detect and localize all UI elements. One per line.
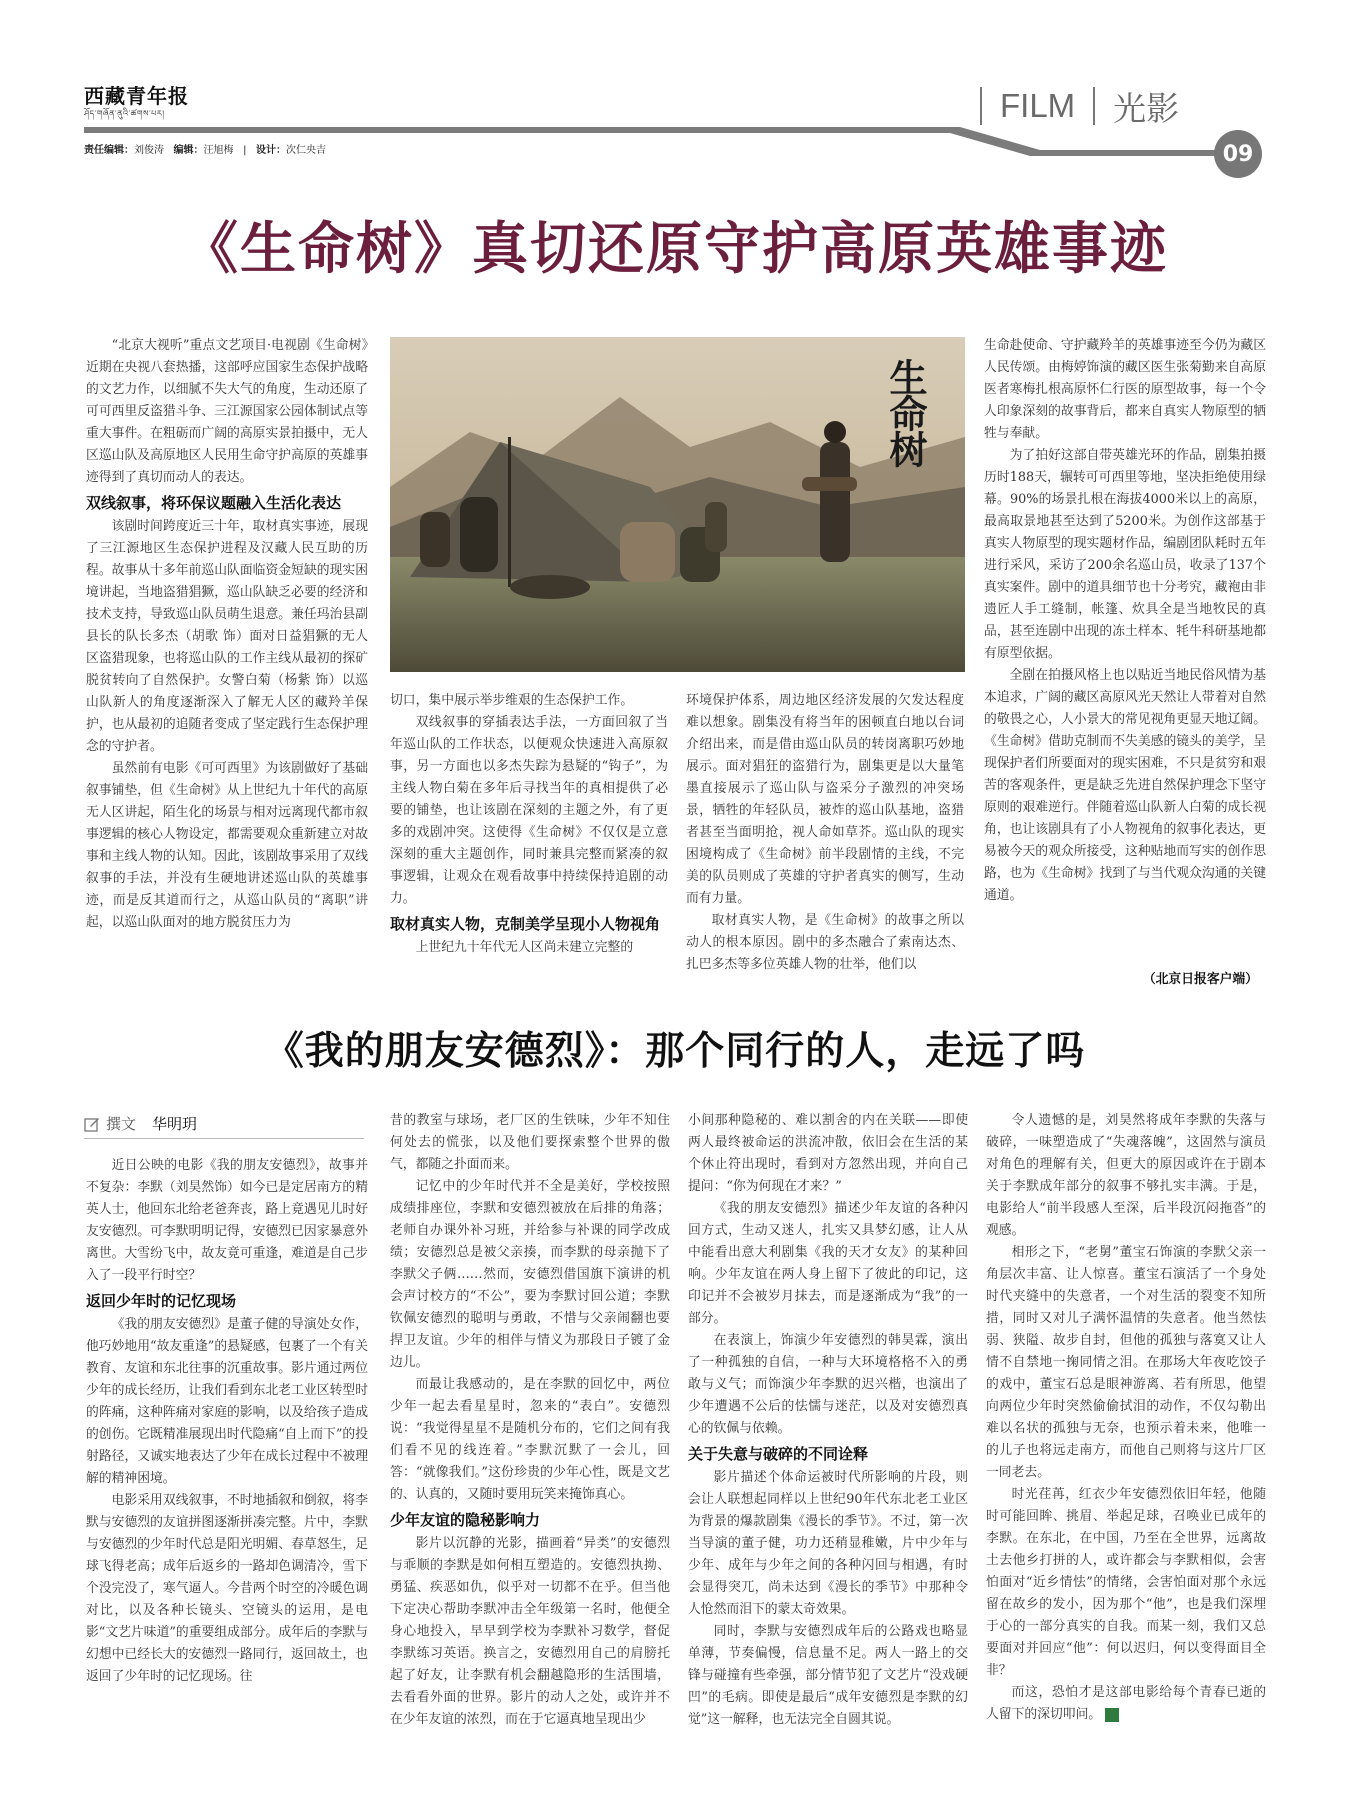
paragraph: 记忆中的少年时代并不全是美好，学校按照成绩排座位，李默和安德烈被放在后排的角落；老师自办课外补习班，并给参与补课的同学改成绩；安德烈总是被父亲揍，而李默的母亲抛下了李默父子俩……然而，安德烈借国旗下演讲的机会声讨校方的“不公”，要为李默讨回公道；李默钦佩安德烈的聪明与勇敢，不惜与父亲闹翻也要捍卫友谊。少年的相伴与情义为那段日子镀了金边儿。 xyxy=(390,1179,670,1370)
paragraph: 上世纪九十年代无人区尚未建立完整的 xyxy=(415,940,634,955)
article1-headline: 《生命树》真切还原守护高原英雄事迹 xyxy=(182,217,1168,282)
paragraph: 该剧时间跨度近三十年，取材真实事迹，展现了三江源地区生态保护进程及汉藏人民互助的历程。故事从十多年前巡山队面临资金短缺的现实困境讲起，当地盗猎猖獗，巡山队缺乏必要的经济和技术支持，导致巡山队员萌生退意。兼任玛治县副县长的队长多杰（胡歌 饰）面对日益猖獗的无人区盗猎现象，也将巡山队的工作主线从最初的探矿脱贫转向了自然保护。女警白菊（杨紫 饰）以巡山队新人的角度逐渐深入了解无人区的藏羚羊保护，也从最初的追随者变成了坚定践行生态保护理念的守护者。 xyxy=(86,519,368,754)
paragraph: 影片描述个体命运被时代所影响的片段，则会让人联想起同样以上世纪90年代东北老工业区为背景的爆款剧集《漫长的季节》。不过，第一次当导演的董子健，功力还稍显稚嫩，片中少年与少年、成年与少年之间的各种闪回与相遇，有时会显得突兀，尚未达到《漫长的季节》中那种令人怆然而泪下的蒙太奇效果。 xyxy=(688,1470,968,1617)
article2-column-2 xyxy=(390,1110,670,1731)
divider xyxy=(980,87,982,125)
article1-column-3 xyxy=(686,690,964,976)
article1-source: （北京日报客户端） xyxy=(1142,972,1258,987)
header-rule xyxy=(84,127,954,133)
paragraph: “北京大视听”重点文艺项目·电视剧《生命树》近期在央视八套热播，这部呼应国家生态保护战略的文艺力作，以细腻不失大气的角度，生动还原了可可西里反盗猎斗争、三江源国家公园体制试点等重大事件。在粗砺而广阔的高原实景拍摄中，无人区巡山队及高原地区人民用生命守护高原的英雄事迹得到了真切而动人的表达。 xyxy=(86,338,368,485)
header-rule-slant xyxy=(950,127,1040,157)
paragraph: 而这，恐怕才是这部电影给每个青春已逝的人留下的深切叩问。 青 xyxy=(986,1685,1266,1722)
section-heading: 取材真实人物，克制美学呈现小人物视角 xyxy=(390,915,661,933)
pen-icon xyxy=(84,1116,100,1132)
paragraph: 同时，李默与安德烈成年后的公路戏也略显单薄，节奏偏慢，信息量不足。两人一路上的交锋与碰撞有些牵强，部分情节犯了文艺片“没戏硬凹”的毛病。即使是最后“成年安德烈是李默的幻觉”这一解释，也无法完全自圆其说。 xyxy=(688,1624,968,1727)
paragraph: 全剧在拍摄风格上也以贴近当地民俗风情为基本追求，广阔的藏区高原风光天然让人带着对自然的敬畏之心，人小景大的常见视角更显天地辽阔。《生命树》借助克制而不失美感的镜头的美学，呈现保护者们所要面对的现实困难，不只是贫穷和艰苦的客观条件，更是缺乏先进自然保护理念下坚守原则的艰难逆行。伴随着巡山队新人白菊的成长视角，也让该剧具有了小人物视角的叙事化表达，更易被今天的观众所接受，这种贴地而写实的创作思路，也为《生命树》找到了与当代观众沟通的关键通道。 xyxy=(984,668,1266,903)
byline-label: 撰文 xyxy=(106,1115,137,1133)
byline xyxy=(84,1113,364,1139)
paragraph: 而最让我感动的，是在李默的回忆中，两位少年一起去看星星时，忽来的“表白”。安德烈说：“我觉得星星不是随机分布的，它们之间有我们看不见的线连着。”李默沉默了一会儿，回答：“就像我们。”这份珍贵的少年心性，既是文艺的、认真的，又随时要用玩笑来掩饰真心。 xyxy=(390,1377,670,1502)
paragraph: 影片以沉静的光影，描画着“异类”的安德烈与乖顺的李默是如何相互塑造的。安德烈执拗、勇猛、疾恶如仇，似乎对一切都不在乎。但当他下定决心帮助李默冲击全年级第一名时，他便全身心地投入，早早到学校为李默补习数学，督促李默练习英语。换言之，安德烈用自己的肩膀托起了好友，让李默有机会翻越隐形的生活围墙，去看看外面的世界。影片的动人之处，或许并不在少年友谊的浓烈，而在于它逼真地呈现出少 xyxy=(390,1536,670,1727)
paragraph: 时光荏苒，红衣少年安德烈依旧年轻，他随时可能回眸、挑眉、举起足球，召唤业已成年的李默。在东北，在中国，乃至在全世界，远离故土去他乡打拼的人，或许都会与李默相似，会害怕面对“近乡情怯”的情绪，会害怕面对那个永远留在故乡的发小，因为那个“他”，也是我们深埋于心的一部分真实的自我。而某一刻，我们又总要面对并回应“他”：何以迟归，何以变得面目全非？ xyxy=(986,1487,1266,1678)
article1-column-1 xyxy=(86,335,368,934)
section-heading: 返回少年时的记忆现场 xyxy=(86,1292,237,1310)
paragraph: 近日公映的电影《我的朋友安德烈》，故事并不复杂：李默（刘昊然饰）如今已是定居南方的精英人士，他回东北给老爸奔丧，路上竟遇见儿时好友安德烈。可李默明明记得，安德烈已因家暴意外离世。大雪纷飞中，故友竟可重逢，难道是自己步入了一段平行时空？ xyxy=(86,1158,368,1283)
paragraph: 相形之下，“老舅”董宝石饰演的李默父亲一角层次丰富、让人惊喜。董宝石演活了一个身处时代夹缝中的失意者，一个对生活的裂变不知所措，同时又对儿子满怀温情的失意者。他当然怯弱、狭隘、故步自封，但他的孤独与落寞又让人情不自禁地一掬同情之泪。在那场大年夜吃饺子的戏中，董宝石总是眼神游离、若有所思，他望向两位少年时突然偷偷拭泪的动作，不仅勾勒出难以名状的孤独与无奈，也预示着未来，他唯一的儿子也将远走南方，而他自己则将与这片厂区一同老去。 xyxy=(986,1245,1266,1480)
paragraph: 在表演上，饰演少年安德烈的韩昊霖，演出了一种孤独的自信，一种与大环境格格不入的勇敢与义气；而饰演少年李默的迟兴楷，也演出了少年遭遇不公后的怯懦与迷茫，以及对安德烈真心的钦佩与依赖。 xyxy=(688,1333,968,1436)
section-tag xyxy=(980,86,1179,126)
drama-still-photo xyxy=(390,337,965,672)
paragraph: 《我的朋友安德烈》描述少年友谊的各种闪回方式，生动又迷人，扎实又具梦幻感，让人从中能看出意大利剧集《我的天才女友》的某种回响。少年友谊在两人身上留下了彼此的印记，这印记并不会被岁月抹去，而是逐渐成为“我”的一部分。 xyxy=(688,1201,968,1326)
paragraph: 令人遗憾的是，刘昊然将成年李默的失落与破碎，一味塑造成了“失魂落魄”，这固然与演员对角色的理解有关，但更大的原因或许在于剧本关于李默成年部分的叙事不够扎实丰满。于是，电影给人“前半段感人至深，后半段沉闷拖沓”的观感。 xyxy=(986,1113,1266,1238)
masthead-title: 西藏青年报 xyxy=(84,84,189,108)
article2-column-1 xyxy=(86,1155,368,1688)
article1-column-4 xyxy=(984,335,1266,907)
article2-column-4 xyxy=(986,1110,1266,1726)
end-mark-icon: 青 xyxy=(1105,1708,1119,1722)
paragraph: 切口，集中展示举步维艰的生态保护工作。 xyxy=(390,693,634,708)
article1-column-2 xyxy=(390,690,668,959)
article2-column-3 xyxy=(688,1110,968,1731)
tent-scene-image xyxy=(390,337,965,672)
section-heading: 少年友谊的隐秘影响力 xyxy=(390,1511,541,1529)
paragraph: 为了拍好这部自带英雄光环的作品，剧集拍摄历时188天，辗转可可西里等地，坚决拒绝使用绿幕。90%的场景扎根在海拔4000米以上的高原，最高取景地甚至达到了5200米。为创作这部基于真实人物原型的现实题材作品，编剧团队耗时五年进行采风，采访了200余名巡山员，收录了137个真实案件。剧中的道具细节也十分考究，藏袍由非遗匠人手工缝制，帐篷、炊具全是当地牧民的真品，甚至连剧中出现的冻土样本、牦牛科研基地都有原型依据。 xyxy=(984,448,1266,661)
section-heading: 双线叙事，将环保议题融入生活化表达 xyxy=(86,494,342,512)
byline-author: 华明玥 xyxy=(152,1115,198,1133)
masthead-subtitle: ཤོད་གཞོན་ནུའི་ཚགས་པར། xyxy=(84,109,165,118)
credits: 责任编辑：刘俊涛 编辑：汪旭梅 | 设计：次仁央吉 xyxy=(84,145,327,156)
paragraph: 昔的教室与球场，老厂区的生铁味，少年不知住何处去的慌张，以及他们要探索整个世界的傲气，都随之扑面而来。 xyxy=(390,1113,670,1172)
paragraph: 小间那种隐秘的、难以割舍的内在关联——即使两人最终被命运的洪流冲散，依旧会在生活的某个休止符出现时，看到对方忽然出现，并向自己提问：“你为何现在才来？” xyxy=(688,1113,968,1194)
paragraph: 生命赴使命、守护藏羚羊的英雄事迹至今仍为藏区人民传颂。由梅婷饰演的藏区医生张菊勤来自高原医者寒梅扎根高原怀仁行医的原型故事，每一个令人印象深刻的故事背后，都来自真实人物原型的牺牲与奉献。 xyxy=(984,338,1266,441)
section-cn: 光影 xyxy=(1113,89,1180,127)
section-en: FILM xyxy=(1000,87,1076,124)
paragraph: 电影采用双线叙事，不时地插叙和倒叙，将李默与安德烈的友谊拼图逐渐拼凑完整。片中，李默与安德烈的少年时代总是阳光明媚、春草怒生，足球飞得老高；成年后返乡的一路却色调清冷，雪下个没完没了，寒气逼人。今昔两个时空的冷暖色调对比，以及各种长镜头、空镜头的运用，是电影“文艺片味道”的重要组成部分。成年后的李默与幻想中已经长大的安德烈一路同行，返回故土，也返回了少年时的记忆现场。往 xyxy=(86,1493,368,1684)
paragraph: 取材真实人物，是《生命树》的故事之所以动人的根本原因。剧中的多杰融合了索南达杰、扎巴多杰等多位英雄人物的壮举，他们以 xyxy=(686,913,964,972)
page-number: 09 xyxy=(1214,130,1262,178)
paragraph: 《我的朋友安德烈》是董子健的导演处女作，他巧妙地用“故友重逢”的悬疑感，包裹了一个有关教育、友谊和东北往事的沉重故事。影片通过两位少年的成长经历，让我们看到东北老工业区转型时的阵痛，这种阵痛对家庭的影响，以及给孩子造成的创伤。它既精准展现出时代隐痛“自上而下”的投射路径，又诚实地表达了少年在成长过程中不被理解的精神困境。 xyxy=(86,1317,368,1486)
article2-headline: 《我的朋友安德烈》：那个同行的人，走远了吗 xyxy=(264,1029,1086,1074)
paragraph: 双线叙事的穿插表达手法，一方面回叙了当年巡山队的工作状态，以便观众快速进入高原叙事，另一方面也以多杰失踪为悬疑的“钩子”，为主线人物白菊在多年后寻找当年的真相提供了必要的铺垫，也让该剧在深刻的主题之外，有了更多的戏剧冲突。这使得《生命树》不仅仅是立意深刻的重大主题创作，同时兼具完整而紧凑的叙事逻辑，让观众在观看故事中持续保持追剧的动力。 xyxy=(390,715,668,906)
drama-logo-text: 生命树 xyxy=(883,358,928,466)
paragraph: 环境保护体系，周边地区经济发展的欠发达程度难以想象。剧集没有将当年的困顿直白地以台词介绍出来，而是借由巡山队员的转岗离职巧妙地展示。面对猖狂的盗猎行为，剧集更是以大量笔墨直接展示了巡山队与盗采分子激烈的冲突场景，牺牲的年轻队员，被炸的巡山队基地，盗猎者甚至当面明抢，视人命如草芥。巡山队的现实困境构成了《生命树》前半段剧情的主线，不完美的队员则成了英雄的守护者真实的侧写，生动而有力量。 xyxy=(686,693,964,906)
divider xyxy=(1093,87,1095,125)
section-heading: 关于失意与破碎的不同诠释 xyxy=(688,1445,869,1463)
paragraph: 虽然前有电影《可可西里》为该剧做好了基础叙事铺垫，但《生命树》从上世纪九十年代的高原无人区讲起，陌生化的场景与相对远离现代都市叙事逻辑的核心人物设定，都需要观众重新建立对故事和主线人物的认知。因此，该剧故事采用了双线叙事的手法，并没有生硬地讲述巡山队的英雄事迹，而是反其道而行之，从巡山队员的“离职”讲起，以巡山队面对的地方脱贫压力为 xyxy=(86,761,368,930)
header-rule-right xyxy=(1030,150,1220,156)
